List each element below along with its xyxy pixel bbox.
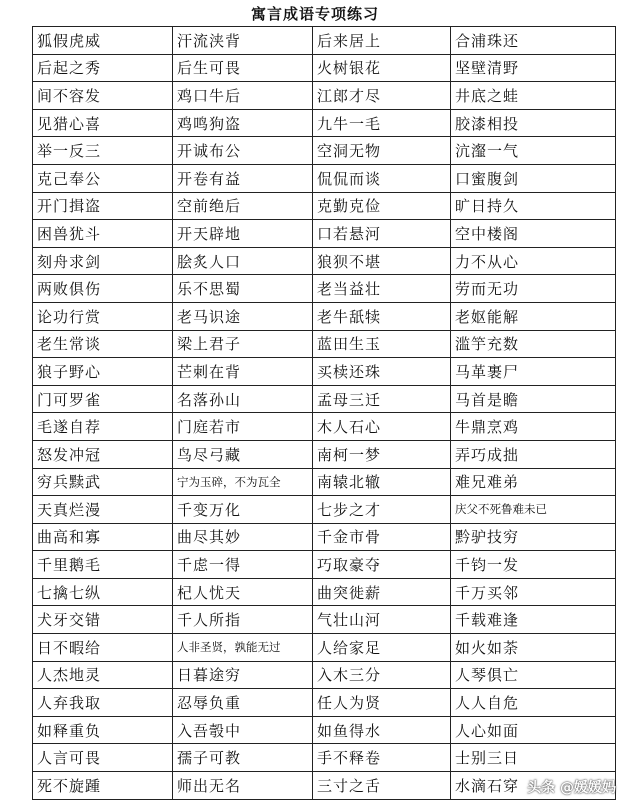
idiom-cell: 七擒七纵 [33,578,173,606]
idiom-cell: 沆瀣一气 [451,137,616,165]
idiom-cell: 狐假虎威 [33,27,173,55]
idiom-cell: 日暮途穷 [173,661,313,689]
idiom-cell: 鸡口牛后 [173,82,313,110]
table-row [33,275,616,303]
idiom-cell: 宁为玉碎，不为瓦全 [173,468,313,496]
idiom-cell: 曲高和寡 [33,523,173,551]
idiom-table-body [33,27,616,800]
table-row [33,689,616,717]
idiom-cell: 人弃我取 [33,689,173,717]
idiom-cell: 士别三日 [451,744,616,772]
idiom-cell: 开诚布公 [173,137,313,165]
idiom-cell: 狼狈不堪 [313,247,451,275]
table-row [33,523,616,551]
idiom-cell: 怒发冲冠 [33,440,173,468]
idiom-cell: 后起之秀 [33,54,173,82]
idiom-cell: 天真烂漫 [33,496,173,524]
table-row [33,634,616,662]
idiom-cell: 弄巧成拙 [451,440,616,468]
idiom-cell: 毛遂自荐 [33,413,173,441]
table-row [33,716,616,744]
idiom-cell: 后来居上 [313,27,451,55]
table-row [33,468,616,496]
idiom-cell: 任人为贤 [313,689,451,717]
idiom-cell: 江郎才尽 [313,82,451,110]
table-row [33,413,616,441]
idiom-table [32,26,616,800]
idiom-cell: 间不容发 [33,82,173,110]
idiom-cell: 黔驴技穷 [451,523,616,551]
idiom-cell: 曲突徙薪 [313,578,451,606]
idiom-cell: 水滴石穿 [451,772,616,800]
idiom-cell: 乐不思蜀 [173,275,313,303]
idiom-cell: 人心如面 [451,716,616,744]
idiom-cell: 老马识途 [173,302,313,330]
idiom-cell: 刻舟求剑 [33,247,173,275]
watermark: 头条 @媛媛妈 [527,780,616,796]
idiom-cell: 后生可畏 [173,54,313,82]
table-row [33,744,616,772]
idiom-cell: 梁上君子 [173,330,313,358]
idiom-cell: 空前绝后 [173,192,313,220]
idiom-cell: 如火如荼 [451,634,616,662]
idiom-cell: 入木三分 [313,661,451,689]
idiom-cell: 死不旋踵 [33,772,173,800]
idiom-cell: 千虑一得 [173,551,313,579]
idiom-cell: 论功行赏 [33,302,173,330]
idiom-cell: 如鱼得水 [313,716,451,744]
idiom-cell: 千人所指 [173,606,313,634]
idiom-cell: 门可罗雀 [33,385,173,413]
idiom-cell: 滥竽充数 [451,330,616,358]
idiom-cell: 旷日持久 [451,192,616,220]
idiom-cell: 师出无名 [173,772,313,800]
table-row [33,661,616,689]
idiom-cell: 南辕北辙 [313,468,451,496]
idiom-cell: 老牛舐犊 [313,302,451,330]
idiom-cell: 脍炙人口 [173,247,313,275]
idiom-cell: 侃侃而谈 [313,164,451,192]
idiom-cell: 口若悬河 [313,220,451,248]
idiom-cell: 难兄难弟 [451,468,616,496]
table-row [33,192,616,220]
idiom-cell: 开卷有益 [173,164,313,192]
idiom-cell: 开门揖盗 [33,192,173,220]
idiom-cell: 合浦珠还 [451,27,616,55]
idiom-cell: 手不释卷 [313,744,451,772]
idiom-cell: 汗流浃背 [173,27,313,55]
idiom-cell: 人人自危 [451,689,616,717]
idiom-cell: 鸡鸣狗盗 [173,109,313,137]
idiom-cell: 如释重负 [33,716,173,744]
idiom-cell: 曲尽其妙 [173,523,313,551]
table-row [33,82,616,110]
idiom-cell: 人琴俱亡 [451,661,616,689]
idiom-cell: 气壮山河 [313,606,451,634]
idiom-cell: 鸟尽弓藏 [173,440,313,468]
idiom-cell: 两败俱伤 [33,275,173,303]
idiom-cell: 人杰地灵 [33,661,173,689]
idiom-cell: 克勤克俭 [313,192,451,220]
idiom-cell: 千里鹅毛 [33,551,173,579]
idiom-cell: 人给家足 [313,634,451,662]
idiom-cell: 千载难逢 [451,606,616,634]
idiom-cell: 穷兵黩武 [33,468,173,496]
idiom-cell: 老生常谈 [33,330,173,358]
idiom-cell: 名落孙山 [173,385,313,413]
idiom-cell: 七步之才 [313,496,451,524]
table-row [33,496,616,524]
idiom-cell: 千变万化 [173,496,313,524]
idiom-cell: 人言可畏 [33,744,173,772]
table-row [33,247,616,275]
table-row [33,330,616,358]
idiom-cell: 口蜜腹剑 [451,164,616,192]
idiom-cell: 芒刺在背 [173,358,313,386]
table-row [33,302,616,330]
idiom-cell: 巧取豪夺 [313,551,451,579]
idiom-cell: 胶漆相投 [451,109,616,137]
idiom-cell: 老当益壮 [313,275,451,303]
table-row [33,164,616,192]
idiom-cell: 南柯一梦 [313,440,451,468]
idiom-cell: 千金市骨 [313,523,451,551]
idiom-cell: 马首是瞻 [451,385,616,413]
idiom-cell: 买椟还珠 [313,358,451,386]
table-row [33,109,616,137]
idiom-cell: 千万买邻 [451,578,616,606]
table-row [33,385,616,413]
idiom-cell: 木人石心 [313,413,451,441]
idiom-cell: 忍辱负重 [173,689,313,717]
idiom-cell: 空洞无物 [313,137,451,165]
idiom-cell: 孟母三迁 [313,385,451,413]
idiom-cell: 克己奉公 [33,164,173,192]
idiom-cell: 坚壁清野 [451,54,616,82]
idiom-cell: 日不暇给 [33,634,173,662]
idiom-cell: 牛鼎烹鸡 [451,413,616,441]
idiom-cell: 开天辟地 [173,220,313,248]
idiom-cell: 入吾彀中 [173,716,313,744]
idiom-cell: 人非圣贤，孰能无过 [173,634,313,662]
idiom-cell: 空中楼阁 [451,220,616,248]
idiom-cell: 火树银花 [313,54,451,82]
idiom-cell: 蓝田生玉 [313,330,451,358]
table-row [33,440,616,468]
idiom-cell: 见猎心喜 [33,109,173,137]
idiom-cell: 三寸之舌 [313,772,451,800]
idiom-cell: 困兽犹斗 [33,220,173,248]
table-row [33,551,616,579]
idiom-cell: 庆父不死鲁难未已 [451,496,616,524]
idiom-cell: 犬牙交错 [33,606,173,634]
idiom-cell: 九牛一毛 [313,109,451,137]
idiom-cell: 门庭若市 [173,413,313,441]
table-row [33,54,616,82]
table-row [33,27,616,55]
idiom-cell: 千钧一发 [451,551,616,579]
table-row [33,358,616,386]
idiom-cell: 举一反三 [33,137,173,165]
idiom-cell: 杞人忧天 [173,578,313,606]
table-row [33,137,616,165]
idiom-cell: 马革裹尸 [451,358,616,386]
idiom-cell: 劳而无功 [451,275,616,303]
idiom-cell: 井底之蛙 [451,82,616,110]
idiom-cell: 老妪能解 [451,302,616,330]
idiom-cell: 力不从心 [451,247,616,275]
idiom-cell: 狼子野心 [33,358,173,386]
table-row [33,606,616,634]
table-row [33,578,616,606]
idiom-cell: 孺子可教 [173,744,313,772]
worksheet-title: 寓言成语专项练习 [250,5,379,23]
table-row [33,220,616,248]
